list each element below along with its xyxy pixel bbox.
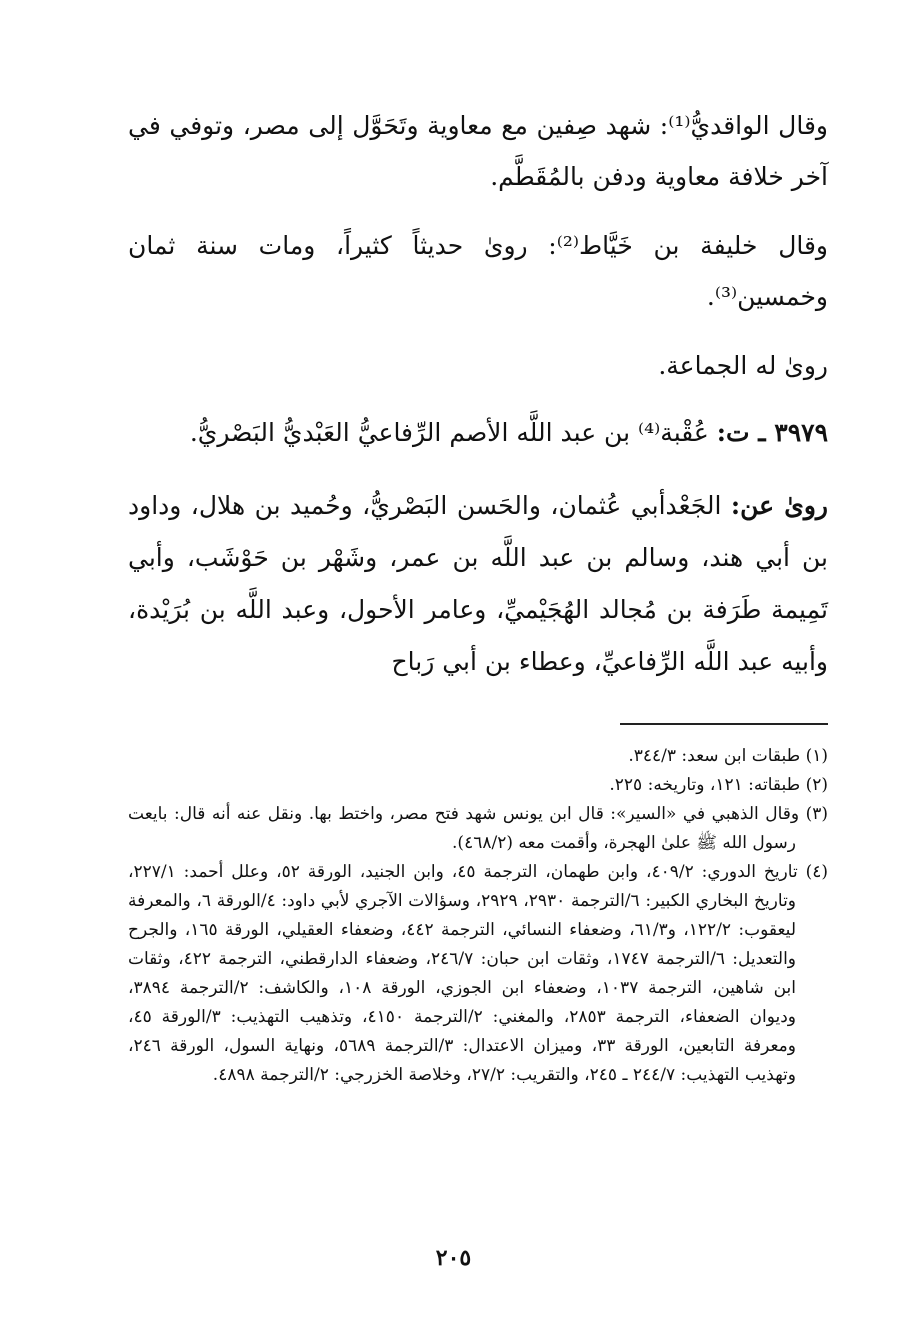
khalifa-quote: وقال خليفة بن خَيَّاط⁽²⁾: روىٰ حديثاً كثيراً، ومات سنة ثمان وخمسين⁽³⁾. — [128, 231, 828, 311]
footnote-divider — [620, 723, 828, 725]
footnote-2: (٢) طبقاته: ١٢١، وتاريخه: ٢٢٥. — [609, 775, 828, 795]
main-text — [128, 100, 828, 688]
page-number: ٢٠٥ — [435, 1245, 472, 1271]
jamaa-line: روىٰ له الجماعة. — [658, 351, 828, 380]
footnote-1: (١) طبقات ابن سعد: ٣٤٤/٣. — [628, 746, 828, 766]
entry-number: ٣٩٧٩ ـ ت: — [716, 418, 828, 447]
footnotes — [128, 742, 828, 1090]
biography-entry-heading — [128, 407, 828, 458]
entry-name: عُقْبة⁽⁴⁾ بن عبد اللَّه الأصم الرِّفاعيُّ العَبْديُّ البَصْريُّ. — [189, 418, 709, 447]
footnote-4: (٤) تاريخ الدوري: ٤٠٩/٢، وابن طهمان، الترجمة ٤٥، وابن الجنيد، الورقة ٥٢، وعلل أحمد: ٢٢٧/١، وتاريخ البخاري الكبير: ٦/الترجمة ٢٩٣٠، ٢٩٢٩، وسؤالات الآجري لأبي داود: ٤/الورقة ٦، والمعرفة ليعقوب: ١٢٢/٢، و٦١/٣، وضعفاء النسائي، الترجمة ٤٤٢، وضعفاء العقيلي، الورقة ١٦٥، والجرح والتعديل: ٦/الترجمة ١٧٤٧، وثقات ابن حبان: ٢٤٦/٧، وضعفاء الدارقطني، الترجمة ٤٢٢، وثقات ابن شاهين، الترجمة ١٠٣٧، وضعفاء ابن الجوزي، الورقة ١٠٨، والكاشف: ٢/الترجمة ٣٨٩٤، وديوان الضعفاء، الترجمة ٢٨٥٣، والمغني: ٢/الترجمة ٤١٥٠، وتذهيب التهذيب: ٣/الورقة ٤٥، ومعرفة التابعين، الورقة ٣٣، وميزان الاعتدال: ٣/الترجمة ٥٦٨٩، ونهاية السول، الورقة ٢٤٦، وتهذيب التهذيب: ٢٤٤/٧ ـ ٢٤٥، والتقريب: ٢٧/٢، وخلاصة الخزرجي: ٢/الترجمة ٤٨٩٨. — [128, 862, 829, 1085]
narrations-label: روىٰ عن: — [730, 491, 829, 520]
waqidi-quote: وقال الواقديُّ⁽¹⁾: شهد صِفين مع معاوية وتَحَوَّل إلى مصر، وتوفي في آخر خلافة معاوية ودفن بالمُقَطَّم. — [128, 111, 828, 191]
footnote-3: (٣) وقال الذهبي في «السير»: قال ابن يونس شهد فتح مصر، واختط بها. ونقل عنه أنه قال: بايعت رسول الله ﷺ علىٰ الهجرة، وأقمت معه (٤٦٨/٢). — [128, 804, 828, 853]
narrations-text: الجَعْدأبي عُثمان، والحَسن البَصْريُّ، وحُميد بن هلال، وداود بن أبي هند، وسالم بن عبد اللَّه بن عمر، وشَهْر بن حَوْشَب، وأبي تَمِيمة طَرَفة بن مُجالد الهُجَيْميِّ، وعامر الأحول، وعبد اللَّه بن بُرَيْدة، وأبيه عبد اللَّه الرِّفاعيِّ، وعطاء بن أبي رَباح — [128, 491, 828, 676]
narrations-paragraph — [128, 480, 828, 688]
